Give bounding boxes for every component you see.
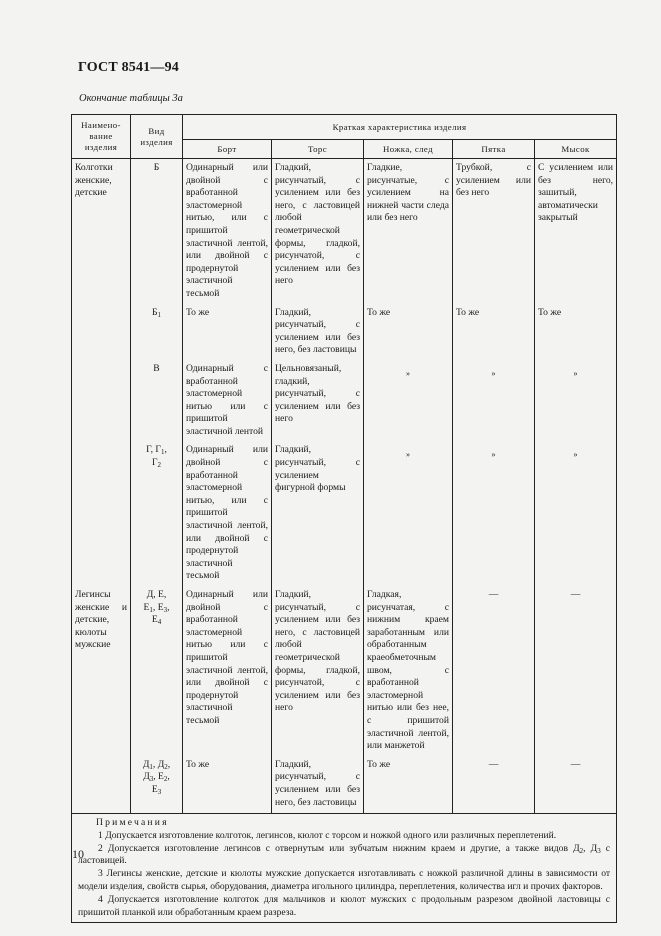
cell-mysok: То же [535,304,617,360]
cell-mysok: — [535,586,617,756]
document-title: ГОСТ 8541—94 [78,60,179,75]
cell-mysok: С усилением или без него, зашитый, автоматически закрытый [535,159,617,304]
header-tors: Торс [272,140,364,159]
table-row [72,304,617,360]
cell-nozhka: » [364,441,453,586]
cell-pyatka: — [453,756,535,814]
cell-mysok: — [535,756,617,814]
cell-nozhka: Гладкие, рисунчатые, с усилением на нижней части следа или без него [364,159,453,304]
cell-type: В [131,360,183,442]
cell-nozhka: Гладкая, рисунчатая, с нижним краем заработанным или обработанным краеобметочным швом, с вработанной эластомерной нитью или без нее, с пришитой эластичной лентой, или манжетой [364,586,453,756]
cell-bort: Одинарный или двойной с вработанной эластомерной нитью или с пришитой эластичной лентой, или двойной с продернутой эластичной тесьмой [183,586,272,756]
header-nozhka: Ножка, след [364,140,453,159]
cell-pyatka: » [453,441,535,586]
note-item: 4 Допускается изготовление колготок для мальчиков и кюлот мужских с продольным разрезом двойной ластовицы с пришитой планкой или обработанным краем разреза. [78,893,611,918]
cell-mysok: » [535,441,617,586]
cell-pyatka: » [453,360,535,442]
header-group: Краткая характеристика изделия [183,115,617,140]
table-row [72,586,617,756]
cell-tors: Гладкий, рисунчатый, с усилением или без него, без ластовицы [272,756,364,814]
cell-type: $Д_1$, $Д_2$, $Д_3$, $Е_2$, $Е_3$ [131,756,183,814]
note-item: 3 Легинсы женские, детские и кюлоты мужские допускается изготавливать с ножкой различной длины в зависимости от модели изделия, свойств сырья, оборудования, диаметра игольного цилиндра, переплетения, количества игл и прочих факторов. [78,868,611,893]
header-name: Наимено-вание изделия [72,115,131,159]
cell-name [72,304,131,360]
cell-pyatka: — [453,586,535,756]
header-mysok: Мысок [535,140,617,159]
page-number: 10 [72,847,84,861]
cell-tors: Гладкий, рисунчатый, с усилением фигурной формы [272,441,364,586]
table-row [72,360,617,442]
cell-tors: Гладкий, рисунчатый, с усилением или без него, без ластовицы [272,304,364,360]
cell-nozhka: То же [364,304,453,360]
cell-tors: Гладкий, рисунчатый, с усилением или без него, с ластовицей любой геометрической формы, гладкой, рисунчатой, с усилением или без него [272,586,364,756]
cell-name [72,441,131,586]
header-bort: Борт [183,140,272,159]
header-pyatka: Пятка [453,140,535,159]
characteristics-table [71,114,617,923]
cell-type: Б [131,159,183,304]
cell-name [72,360,131,442]
notes-heading: Примечания [96,817,169,829]
table-row [72,756,617,814]
cell-type: Д, Е, $Е_1$, $Е_3$, $Е_4$ [131,586,183,756]
cell-tors: Цельновязаный, гладкий, рисунчатый, с усилением или без него [272,360,364,442]
cell-pyatka: Трубкой, с усилением или без него [453,159,535,304]
note-item: 1 Допускается изготовление колготок, легинсов, кюлот с торсом и ножкой одного или различных переплетений. [98,829,557,841]
cell-bort: Одинарный или двойной с вработанной эластомерной нитью, или с пришитой эластичной лентой, или двойной с продернутой эластичной тесьмой [183,441,272,586]
table-row [72,159,617,304]
cell-tors: Гладкий, рисунчатый, с усилением или без него, с ластовицей любой геометрической формы, гладкой, рисунчатой, с усилением или без него [272,159,364,304]
table-row [72,441,617,586]
cell-type: $Б_1$ [131,304,183,360]
note-item: 2 Допускается изготовление легинсов с отвернутым или зубчатым нижним краем и другие, а также видов $Д_2$, $Д_3$ с ластовицей. [78,842,611,867]
header-type: Вид изделия [131,115,183,159]
table-caption: Окончание таблицы 3а [79,93,183,104]
cell-name: Колготки женские, детские [72,159,131,304]
cell-nozhka: То же [364,756,453,814]
cell-name: Легинсы женские и детские, кюлоты мужские [72,586,131,756]
cell-bort: Одинарный с вработанной эластомерной нитью или с пришитой эластичной лентой [183,360,272,442]
cell-bort: То же [183,304,272,360]
cell-type: Г, $Г_1$, $Г_2$ [131,441,183,586]
cell-mysok: » [535,360,617,442]
notes-block [72,814,617,923]
cell-bort: Одинарный или двойной с вработанной эластомерной нитью, или с пришитой эластичной лентой, или двойной с продернутой эластичной тесьмой [183,159,272,304]
cell-name [72,756,131,814]
notes-row [72,814,617,923]
cell-nozhka: » [364,360,453,442]
cell-pyatka: То же [453,304,535,360]
cell-bort: То же [183,756,272,814]
